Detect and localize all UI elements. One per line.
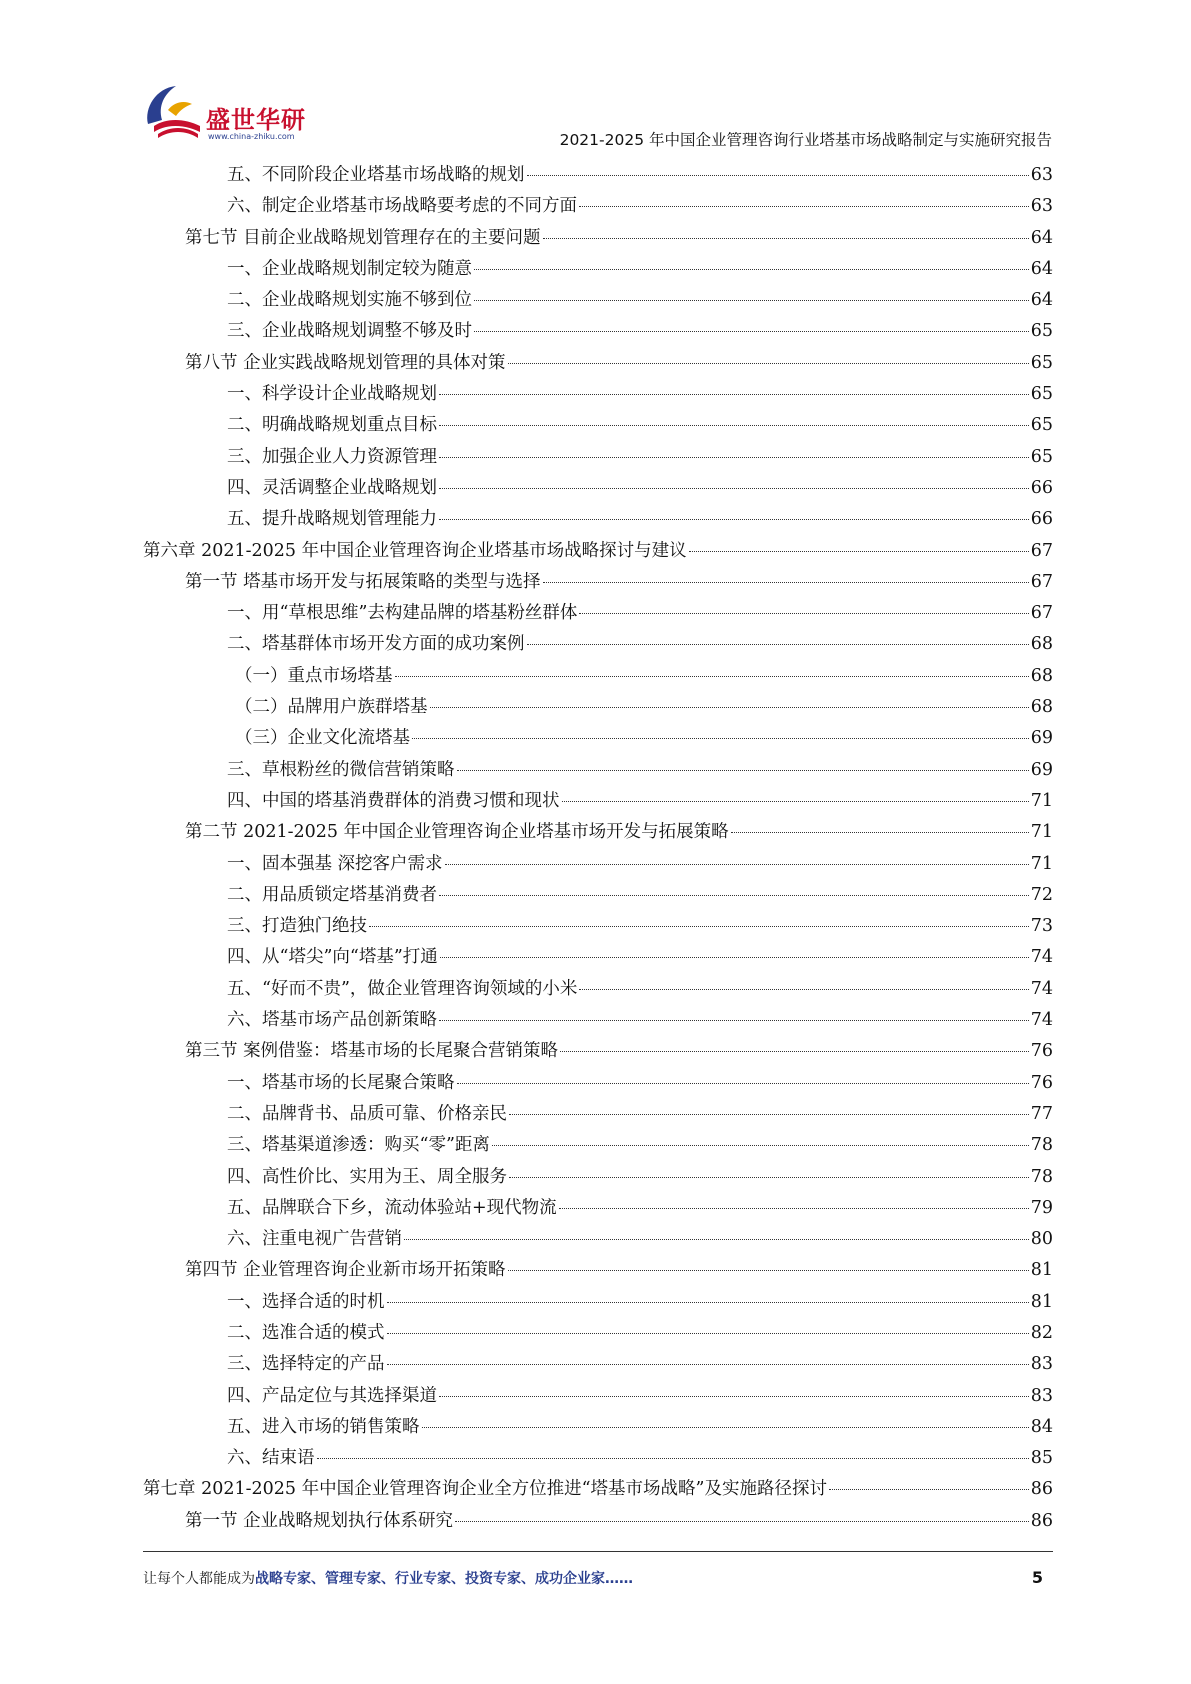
- toc-entry[interactable]: [143, 1162, 1053, 1193]
- toc-dot-leader: [508, 363, 1029, 364]
- toc-dot-leader: [369, 926, 1029, 927]
- toc-entry-title: 二、选准合适的模式: [227, 1322, 385, 1343]
- toc-entry[interactable]: [143, 661, 1053, 692]
- toc-dot-leader: [440, 957, 1029, 958]
- toc-entry[interactable]: [143, 1036, 1053, 1067]
- page-number: 5: [1031, 1568, 1043, 1587]
- toc-entry[interactable]: [143, 1474, 1053, 1505]
- toc-dot-leader: [579, 613, 1028, 614]
- toc-entry[interactable]: [143, 974, 1053, 1005]
- toc-dot-leader: [439, 394, 1029, 395]
- toc-entry[interactable]: [143, 473, 1053, 504]
- toc-entry-title: 四、产品定位与其选择渠道: [227, 1385, 437, 1406]
- toc-entry-page: 80: [1030, 1229, 1053, 1250]
- toc-entry-title: 三、塔基渠道渗透：购买“零”距离: [227, 1135, 490, 1156]
- toc-entry[interactable]: [143, 1506, 1053, 1537]
- toc-entry-page: 68: [1030, 634, 1053, 655]
- toc-entry-page: 73: [1030, 916, 1053, 937]
- toc-entry-page: 86: [1030, 1479, 1053, 1500]
- toc-entry-page: 67: [1030, 603, 1053, 624]
- toc-dot-leader: [422, 1427, 1029, 1428]
- toc-entry-title: 四、中国的塔基消费群体的消费习惯和现状: [227, 790, 560, 811]
- footer-slogan-lead: 让每个人都能成为: [143, 1571, 255, 1587]
- toc-dot-leader: [560, 1051, 1029, 1052]
- table-of-contents: [143, 160, 1053, 1537]
- toc-entry-page: 68: [1030, 665, 1053, 686]
- toc-entry-page: 66: [1030, 509, 1053, 530]
- toc-entry-title: 二、明确战略规划重点目标: [227, 415, 437, 436]
- toc-entry[interactable]: [143, 1224, 1053, 1255]
- toc-dot-leader: [439, 1396, 1029, 1397]
- toc-entry-title: （二）品牌用户族群塔基: [235, 697, 428, 718]
- toc-entry[interactable]: [143, 629, 1053, 660]
- toc-dot-leader: [689, 551, 1029, 552]
- toc-dot-leader: [457, 770, 1029, 771]
- toc-entry[interactable]: [143, 1443, 1053, 1474]
- toc-entry-page: 71: [1030, 790, 1053, 811]
- toc-entry-title: 第二节 2021-2025 年中国企业管理咨询企业塔基市场开发与拓展策略: [185, 822, 729, 843]
- toc-entry-page: 76: [1030, 1041, 1053, 1062]
- toc-entry[interactable]: [143, 755, 1053, 786]
- toc-entry-page: 78: [1030, 1135, 1053, 1156]
- toc-entry-page: 65: [1030, 446, 1053, 467]
- toc-entry-page: 81: [1030, 1260, 1053, 1281]
- logo-book-icon: [140, 80, 210, 150]
- toc-entry-page: 86: [1030, 1510, 1053, 1531]
- toc-entry-title: 第四节 企业管理咨询企业新市场开拓策略: [185, 1260, 506, 1281]
- toc-entry-page: 83: [1030, 1354, 1053, 1375]
- toc-dot-leader: [492, 1145, 1029, 1146]
- company-logo: [140, 80, 310, 150]
- toc-dot-leader: [439, 1020, 1029, 1021]
- toc-entry-title: 五、进入市场的销售策略: [227, 1416, 420, 1437]
- toc-entry[interactable]: [143, 786, 1053, 817]
- toc-entry[interactable]: [143, 849, 1053, 880]
- toc-dot-leader: [543, 582, 1029, 583]
- toc-entry-page: 64: [1030, 290, 1053, 311]
- toc-dot-leader: [445, 864, 1029, 865]
- toc-entry-page: 85: [1030, 1448, 1053, 1469]
- toc-dot-leader: [527, 644, 1029, 645]
- toc-entry-title: 四、高性价比、实用为王、周全服务: [227, 1166, 507, 1187]
- toc-entry-title: 第七章 2021-2025 年中国企业管理咨询企业全方位推进“塔基市场战略”及实施路径探讨: [143, 1479, 828, 1500]
- toc-dot-leader: [579, 989, 1028, 990]
- toc-entry[interactable]: [143, 567, 1053, 598]
- toc-entry[interactable]: [143, 160, 1053, 191]
- toc-entry[interactable]: [143, 1068, 1053, 1099]
- toc-entry[interactable]: [143, 348, 1053, 379]
- toc-dot-leader: [455, 1521, 1029, 1522]
- toc-entry[interactable]: [143, 1255, 1053, 1286]
- toc-dot-leader: [829, 1489, 1029, 1490]
- toc-entry-title: 三、选择特定的产品: [227, 1354, 385, 1375]
- toc-entry-page: 82: [1030, 1322, 1053, 1343]
- toc-entry-title: 第一节 塔基市场开发与拓展策略的类型与选择: [185, 571, 541, 592]
- logo-text: 盛世华研: [206, 106, 306, 134]
- toc-dot-leader: [509, 1114, 1029, 1115]
- toc-dot-leader: [562, 801, 1029, 802]
- footer-divider: [143, 1551, 1053, 1552]
- toc-entry-page: 77: [1030, 1103, 1053, 1124]
- toc-dot-leader: [474, 331, 1029, 332]
- toc-entry[interactable]: [143, 911, 1053, 942]
- toc-entry-title: 三、草根粉丝的微信营销策略: [227, 759, 455, 780]
- toc-dot-leader: [527, 175, 1029, 176]
- toc-entry-page: 78: [1030, 1166, 1053, 1187]
- toc-entry[interactable]: [143, 880, 1053, 911]
- toc-dot-leader: [509, 1177, 1029, 1178]
- toc-entry[interactable]: [143, 723, 1053, 754]
- toc-entry-title: 五、“好而不贵”，做企业管理咨询领域的小米: [227, 978, 578, 999]
- toc-entry-page: 74: [1030, 1010, 1053, 1031]
- toc-entry-page: 83: [1030, 1385, 1053, 1406]
- toc-dot-leader: [439, 457, 1029, 458]
- toc-entry-page: 65: [1030, 352, 1053, 373]
- toc-entry-page: 72: [1030, 884, 1053, 905]
- toc-entry-title: 二、企业战略规划实施不够到位: [227, 290, 472, 311]
- toc-entry-title: 第六章 2021-2025 年中国企业管理咨询企业塔基市场战略探讨与建议: [143, 540, 687, 561]
- toc-dot-leader: [317, 1458, 1029, 1459]
- toc-entry-title: 二、用品质锁定塔基消费者: [227, 884, 437, 905]
- toc-entry-page: 65: [1030, 384, 1053, 405]
- toc-entry-title: 一、固本强基 深挖客户需求: [227, 853, 443, 874]
- toc-entry-title: 二、品牌背书、品质可靠、价格亲民: [227, 1103, 507, 1124]
- report-title: 2021-2025 年中国企业管理咨询行业塔基市场战略制定与实施研究报告: [559, 131, 1052, 149]
- toc-dot-leader: [387, 1333, 1029, 1334]
- page-header: [140, 80, 1052, 152]
- toc-entry-title: 第三节 案例借鉴：塔基市场的长尾聚合营销策略: [185, 1041, 559, 1062]
- toc-dot-leader: [439, 519, 1029, 520]
- toc-entry[interactable]: [143, 1099, 1053, 1130]
- toc-entry[interactable]: [143, 598, 1053, 629]
- toc-entry-title: 三、打造独门绝技: [227, 916, 367, 937]
- toc-entry[interactable]: [143, 410, 1053, 441]
- page-footer: [143, 1568, 1053, 1592]
- toc-entry[interactable]: [143, 536, 1053, 567]
- toc-dot-leader: [474, 269, 1029, 270]
- toc-entry-title: 二、塔基群体市场开发方面的成功案例: [227, 634, 525, 655]
- logo-url: www.china-zhiku.com: [208, 132, 295, 141]
- toc-entry[interactable]: [143, 1412, 1053, 1443]
- toc-dot-leader: [439, 895, 1029, 896]
- toc-entry[interactable]: [143, 692, 1053, 723]
- toc-entry-page: 74: [1030, 947, 1053, 968]
- toc-dot-leader: [395, 676, 1029, 677]
- toc-entry-page: 67: [1030, 540, 1053, 561]
- toc-entry-title: （三）企业文化流塔基: [235, 728, 410, 749]
- toc-entry-title: 第七节 目前企业战略规划管理存在的主要问题: [185, 227, 541, 248]
- toc-entry-title: 六、结束语: [227, 1448, 315, 1469]
- toc-dot-leader: [412, 738, 1029, 739]
- toc-entry-page: 63: [1030, 165, 1053, 185]
- toc-entry-page: 65: [1030, 415, 1053, 436]
- toc-entry[interactable]: [143, 1318, 1053, 1349]
- toc-entry-page: 69: [1030, 759, 1053, 780]
- toc-entry-title: 一、塔基市场的长尾聚合策略: [227, 1072, 455, 1093]
- toc-dot-leader: [439, 488, 1029, 489]
- toc-entry[interactable]: [143, 1193, 1053, 1224]
- toc-entry-page: 68: [1030, 697, 1053, 718]
- toc-entry[interactable]: [143, 1130, 1053, 1161]
- toc-entry-title: 一、用“草根思维”去构建品牌的塔基粉丝群体: [227, 603, 578, 624]
- toc-entry-page: 76: [1030, 1072, 1053, 1093]
- toc-dot-leader: [579, 206, 1029, 207]
- toc-entry-page: 66: [1030, 477, 1053, 498]
- toc-dot-leader: [439, 425, 1029, 426]
- toc-entry[interactable]: [143, 1349, 1053, 1380]
- toc-entry-title: 三、加强企业人力资源管理: [227, 446, 437, 467]
- toc-entry-title: 五、提升战略规划管理能力: [227, 509, 437, 530]
- toc-entry-title: 六、塔基市场产品创新策略: [227, 1010, 437, 1031]
- toc-entry-title: 一、选择合适的时机: [227, 1291, 385, 1312]
- toc-entry[interactable]: [143, 817, 1053, 848]
- toc-dot-leader: [457, 1083, 1029, 1084]
- toc-entry-title: 五、品牌联合下乡，流动体验站+现代物流: [227, 1197, 557, 1218]
- footer-slogan-highlight: 战略专家、管理专家、行业专家、投资专家、成功企业家……: [255, 1571, 633, 1587]
- toc-entry-title: 第八节 企业实践战略规划管理的具体对策: [185, 352, 506, 373]
- toc-entry[interactable]: [143, 504, 1053, 535]
- toc-entry-title: 一、企业战略规划制定较为随意: [227, 258, 472, 279]
- toc-dot-leader: [543, 238, 1029, 239]
- toc-entry-title: 第一节 企业战略规划执行体系研究: [185, 1510, 454, 1531]
- toc-entry-title: 四、从“塔尖”向“塔基”打通: [227, 947, 438, 968]
- toc-entry-page: 84: [1030, 1416, 1053, 1437]
- toc-entry-page: 79: [1030, 1197, 1053, 1218]
- toc-entry-page: 71: [1030, 822, 1053, 843]
- toc-entry-page: 74: [1030, 978, 1053, 999]
- toc-dot-leader: [404, 1239, 1029, 1240]
- toc-entry[interactable]: [143, 191, 1053, 222]
- toc-entry[interactable]: [143, 285, 1053, 316]
- toc-entry-page: 63: [1030, 196, 1053, 217]
- toc-entry-page: 67: [1030, 571, 1053, 592]
- toc-entry[interactable]: [143, 942, 1053, 973]
- toc-entry-title: 六、注重电视广告营销: [227, 1229, 402, 1250]
- toc-dot-leader: [430, 707, 1029, 708]
- toc-entry-title: 一、科学设计企业战略规划: [227, 384, 437, 405]
- toc-entry-page: 71: [1030, 853, 1053, 874]
- toc-dot-leader: [387, 1302, 1029, 1303]
- toc-entry-page: 64: [1030, 258, 1053, 279]
- toc-entry-title: （一）重点市场塔基: [235, 665, 393, 686]
- toc-entry-title: 四、灵活调整企业战略规划: [227, 477, 437, 498]
- toc-entry[interactable]: [143, 1381, 1053, 1412]
- toc-entry[interactable]: [143, 379, 1053, 410]
- toc-entry-page: 81: [1030, 1291, 1053, 1312]
- toc-entry-title: 三、企业战略规划调整不够及时: [227, 321, 472, 342]
- toc-entry[interactable]: [143, 223, 1053, 254]
- toc-entry[interactable]: [143, 1005, 1053, 1036]
- toc-entry-page: 65: [1030, 321, 1053, 342]
- toc-entry[interactable]: [143, 442, 1053, 473]
- toc-dot-leader: [387, 1364, 1029, 1365]
- toc-dot-leader: [731, 832, 1029, 833]
- toc-entry[interactable]: [143, 1287, 1053, 1318]
- toc-dot-leader: [559, 1208, 1029, 1209]
- toc-entry-page: 64: [1030, 227, 1053, 248]
- toc-entry-page: 69: [1030, 728, 1053, 749]
- toc-dot-leader: [508, 1270, 1029, 1271]
- toc-entry-title: 六、制定企业塔基市场战略要考虑的不同方面: [227, 196, 577, 217]
- toc-entry[interactable]: [143, 254, 1053, 285]
- toc-entry-title: 五、不同阶段企业塔基市场战略的规划: [227, 165, 525, 185]
- toc-dot-leader: [474, 300, 1029, 301]
- toc-entry[interactable]: [143, 316, 1053, 347]
